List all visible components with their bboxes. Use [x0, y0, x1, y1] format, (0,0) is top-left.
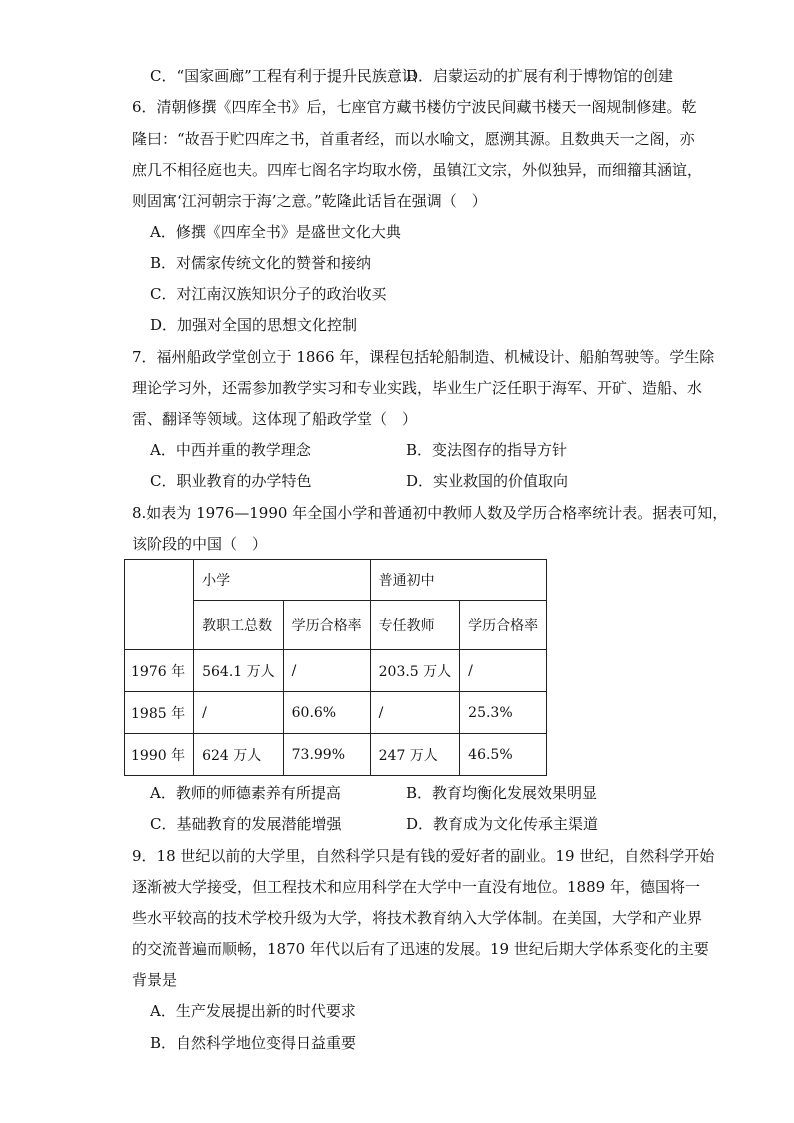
q5-option-d: D．启蒙运动的扩展有利于博物馆的创建 [406, 67, 674, 85]
q6-option-d: D．加强对全国的思想文化控制 [150, 316, 358, 334]
q7-stem-line-2: 理论学习外，还需参加教学实习和专业实践，毕业生广泛任职于海军、开矿、造船、水 [132, 379, 703, 397]
q8-option-b: B．教育均衡化发展效果明显 [406, 784, 598, 802]
q9-stem-line-3: 些水平较高的技术学校升级为大学，将技术教育纳入大学体制。在美国，大学和产业界 [132, 909, 703, 927]
q6-option-a: A．修撰《四库全书》是盛世文化大典 [150, 223, 401, 241]
q5-option-c: C．“国家画廊”工程有利于提升民族意识 [150, 67, 417, 85]
table-cell: 25.3% [460, 692, 547, 734]
q7-stem-line-3: 雷、翻译等领域。这体现了船政学堂（ ） [132, 410, 418, 428]
table-cell: / [370, 692, 460, 734]
table-cell: 247 万人 [370, 734, 460, 776]
teacher-stats-table [124, 559, 547, 776]
subheader-cell: 专任教师 [370, 601, 460, 650]
row-year: 1990 年 [125, 734, 194, 776]
q6-option-b: B．对儒家传统文化的赞誉和接纳 [150, 254, 372, 272]
q7-option-c: C．职业教育的办学特色 [150, 472, 312, 490]
subheader-cell: 学历合格率 [460, 601, 547, 650]
table-cell: / [194, 692, 284, 734]
q9-option-a: A．生产发展提出新的时代要求 [150, 1002, 356, 1020]
q8-option-c: C．基础教育的发展潜能增强 [150, 815, 342, 833]
table-cell: 60.6% [283, 692, 370, 734]
q7-option-a: A．中西并重的教学理念 [150, 441, 311, 459]
table-cell: 46.5% [460, 734, 547, 776]
q6-option-c: C．对江南汉族知识分子的政治收买 [150, 285, 387, 303]
q6-stem-line-2: 隆曰：“故吾于贮四库之书，首重者经，而以水喻文，愿溯其源。且数典天一之阁，亦 [132, 130, 695, 148]
table-row [125, 650, 547, 692]
q9-stem-line-1: 9．18 世纪以前的大学里，自然科学只是有钱的爱好者的副业。19 世纪，自然科学开始 [132, 847, 715, 865]
table-cell: 624 万人 [194, 734, 284, 776]
group-header-primary: 小学 [194, 560, 371, 601]
table-cell: 203.5 万人 [370, 650, 460, 692]
table-cell: 564.1 万人 [194, 650, 284, 692]
q8-stem-line-1: 8.如表为 1976—1990 年全国小学和普通初中教师人数及学历合格率统计表。据表可知， [132, 504, 728, 522]
q8-option-d: D．教育成为文化传承主渠道 [406, 815, 599, 833]
q9-stem-line-4: 的交流普遍而顺畅，1870 年代以后有了迅速的发展。19 世纪后期大学体系变化的主要 [132, 940, 709, 958]
subheader-cell: 学历合格率 [283, 601, 370, 650]
table-row [125, 734, 547, 776]
table-cell: 73.99% [283, 734, 370, 776]
row-year: 1985 年 [125, 692, 194, 734]
subheader-cell: 教职工总数 [194, 601, 284, 650]
q7-stem-line-1: 7．福州船政学堂创立于 1866 年，课程包括轮船制造、机械设计、船舶驾驶等。学生除 [132, 348, 715, 366]
q8-stem-line-2: 该阶段的中国（ ） [132, 535, 268, 553]
q9-stem-line-5: 背景是 [132, 971, 178, 989]
table-cell: / [283, 650, 370, 692]
q8-option-a: A．教师的师德素养有所提高 [150, 784, 341, 802]
q7-option-b: B．变法图存的指导方针 [406, 441, 568, 459]
table-row [125, 692, 547, 734]
row-year: 1976 年 [125, 650, 194, 692]
table-header-row [125, 560, 547, 601]
q9-option-b: B．自然科学地位变得日益重要 [150, 1034, 357, 1052]
q6-stem-line-4: 则固寓‘江河朝宗于海’之意。”乾隆此话旨在强调（ ） [132, 192, 487, 210]
table-cell: / [460, 650, 547, 692]
q7-option-d: D．实业救国的价值取向 [406, 472, 569, 490]
group-header-junior: 普通初中 [370, 560, 547, 601]
q6-stem-line-3: 庶几不相径庭也夫。四库七阁名字均取水傍，虽镇江文宗，外似独异，而细籀其涵谊， [132, 161, 703, 179]
table-corner-cell [125, 560, 194, 650]
q6-stem-line-1: 6．清朝修撰《四库全书》后，七座官方藏书楼仿宁波民间藏书楼天一阁规制修建。乾 [132, 98, 697, 116]
q9-stem-line-2: 逐渐被大学接受，但工程技术和应用科学在大学中一直没有地位。1889 年，德国将一 [132, 878, 700, 896]
